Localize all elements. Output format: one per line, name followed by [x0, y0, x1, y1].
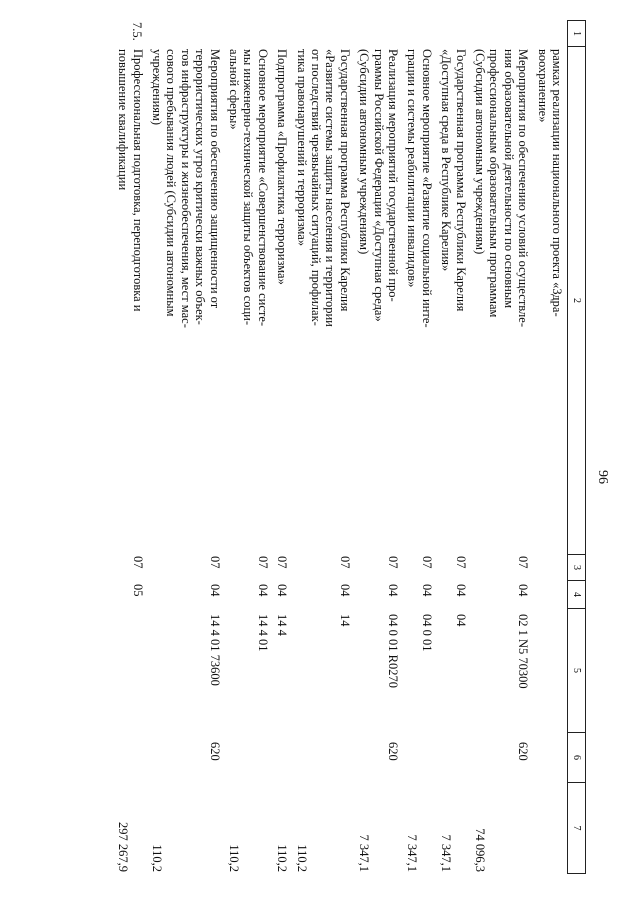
- row-name-line: террористических угроз критически важных объек-: [193, 49, 208, 325]
- header-col-2: 2: [567, 46, 586, 554]
- row-name-line: профессиональным образовательным программам: [487, 49, 502, 318]
- row-csr: 04 0 01: [419, 614, 434, 652]
- header-col-7: 7: [567, 782, 586, 874]
- row-razdel: 07: [207, 556, 222, 569]
- row-sum: 74 096,3: [473, 828, 487, 872]
- row-podrazdel: 05: [130, 584, 145, 597]
- row-podrazdel: 04: [386, 584, 400, 597]
- row-name-line: ния образовательной деятельности по основным: [501, 49, 516, 309]
- row-name-line: учреждениям): [150, 49, 164, 126]
- row-razdel: 07: [275, 556, 290, 569]
- row-name-line: Реализация мероприятий государственной про-: [386, 49, 400, 302]
- row-name-line: мы инженерно-технической защиты объектов соци-: [241, 49, 256, 326]
- row-name-line: Государственная программа Республики Карелия: [453, 49, 468, 312]
- row-name-line: (Субсидии автономным учреждениям): [473, 49, 487, 255]
- header-col-6: 6: [567, 732, 586, 782]
- row-podrazdel: 04: [275, 584, 290, 597]
- row-name-line: альной сферы»: [227, 49, 241, 130]
- row-csr: 14 4 01: [255, 614, 270, 652]
- row-podrazdel: 04: [255, 584, 270, 597]
- row-name-line: «Доступная среда в Республике Карелия»: [439, 49, 454, 272]
- row-name-line: Основное мероприятие «Совершенствование систе-: [255, 49, 270, 327]
- row-sum: 7 347,1: [357, 834, 372, 872]
- row-name-line: граммы Российской Федерации «Доступная среда»: [371, 49, 386, 322]
- row-podrazdel: 04: [419, 584, 434, 597]
- row-razdel: 07: [516, 556, 531, 569]
- row-csr: 04 0 01 R0270: [386, 614, 400, 688]
- row-name-line: Государственная программа Республики Карелия: [337, 49, 352, 312]
- row-csr: 04: [453, 614, 468, 627]
- row-sum: 110,2: [275, 844, 290, 872]
- row-vr: 620: [516, 742, 531, 761]
- row-name-line: воохранение»: [535, 49, 550, 123]
- row-name-line: сового пребывания людей (Субсидии автономным: [164, 49, 179, 317]
- row-name-line: тов инфраструктуры и жизнеобеспечения, мест мас-: [178, 49, 193, 328]
- row-razdel: 07: [453, 556, 468, 569]
- row-razdel: 07: [386, 556, 400, 569]
- row-number: 7.5.: [129, 22, 144, 41]
- row-razdel: 07: [337, 556, 352, 569]
- row-sum: 7 347,1: [439, 834, 454, 872]
- row-name-line: рамках реализации национального проекта «Здра-: [550, 49, 564, 317]
- header-col-1: 1: [567, 20, 586, 46]
- row-sum: 297 267,9: [116, 822, 131, 872]
- row-name-line: Основное мероприятие «Развитие социальной инте-: [419, 49, 434, 328]
- row-name-line: Мероприятия по обеспечению условий осуществле-: [516, 49, 531, 327]
- row-podrazdel: 04: [516, 584, 531, 597]
- row-sum: 7 347,1: [405, 834, 420, 872]
- row-csr: 14 4: [275, 614, 290, 636]
- row-razdel: 07: [130, 556, 145, 569]
- row-podrazdel: 04: [337, 584, 352, 597]
- header-col-3: 3: [567, 554, 586, 580]
- row-csr: 02 1 N5 70300: [516, 614, 531, 689]
- row-name-line: повышение квалификации: [116, 49, 131, 191]
- row-podrazdel: 04: [453, 584, 468, 597]
- row-name-line: грации и системы реабилитации инвалидов»: [405, 49, 420, 288]
- row-sum: 110,2: [294, 844, 309, 872]
- row-vr: 620: [207, 742, 222, 761]
- row-razdel: 07: [419, 556, 434, 569]
- header-col-4: 4: [567, 580, 586, 608]
- row-csr: 14 4 01 73600: [207, 614, 222, 686]
- row-name-line: от последствий чрезвычайных ситуаций, профилак-: [309, 49, 323, 326]
- row-sum: 110,2: [150, 844, 164, 872]
- row-razdel: 07: [255, 556, 270, 569]
- row-name-line: (Субсидии автономным учреждениям): [357, 49, 372, 255]
- row-name-line: Мероприятия по обеспечению защищенности от: [207, 49, 222, 309]
- header-col-5: 5: [567, 608, 586, 732]
- row-name-line: «Развитие системы защиты населения и территории: [323, 49, 338, 327]
- row-csr: 14: [337, 614, 352, 627]
- row-name-line: Профессиональная подготовка, переподготовка и: [130, 49, 145, 312]
- row-sum: 110,2: [227, 844, 241, 872]
- row-name-line: тика правонарушений и терроризма»: [294, 49, 309, 247]
- row-name-line: Подпрограмма «Профилактика терроризма»: [275, 49, 290, 285]
- page-number: 96: [595, 470, 610, 484]
- row-vr: 620: [386, 742, 400, 761]
- row-podrazdel: 04: [207, 584, 222, 597]
